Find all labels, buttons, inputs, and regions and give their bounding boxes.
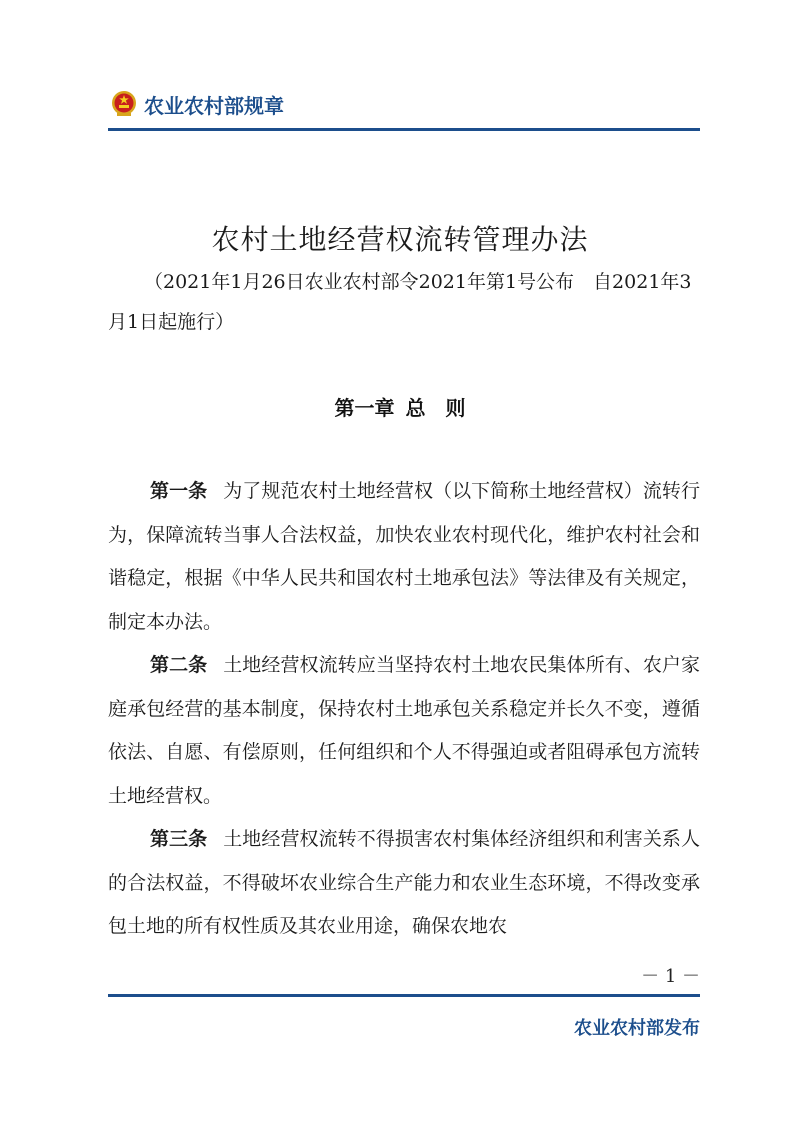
article-3 [108,818,700,949]
page-number: － 1 － [641,966,700,987]
article-1 [108,470,700,644]
article-label: 第一条 [150,480,208,502]
article-2 [108,644,700,818]
article-label: 第三条 [150,828,208,850]
header-title: 农业农村部规章 [144,94,284,118]
document-title: 农村土地经营权流转管理办法 [211,223,589,256]
article-label: 第二条 [150,654,208,676]
document-subtitle: （2021年1月26日农业农村部令2021年第1号公布 自2021年3月1日起施行） [108,271,692,333]
chapter-heading: 第一章 总 则 [334,396,466,420]
article-text: 土地经营权流转应当坚持农村土地农民集体所有、农户家庭承包经营的基本制度，保持农村土地承包关系稳定并长久不变，遵循依法、自愿、有偿原则，任何组织和个人不得强迫或者阻碍承包方流转土地经营权。 [108,654,700,807]
footer-divider [108,994,700,997]
header-divider [108,128,700,131]
article-text: 土地经营权流转不得损害农村集体经济组织和利害关系人的合法权益，不得破坏农业综合生产能力和农业生态环境，不得改变承包土地的所有权性质及其农业用途，确保农地农 [108,828,700,937]
footer-publisher: 农业农村部发布 [574,1018,700,1039]
page-header [108,84,700,134]
article-text: 为了规范农村土地经营权（以下简称土地经营权）流转行为，保障流转当事人合法权益，加快农业农村现代化，维护农村社会和谐稳定，根据《中华人民共和国农村土地承包法》等法律及有关规定，制定本办法。 [108,480,700,633]
national-emblem-icon [110,90,138,118]
document-body [108,470,700,949]
